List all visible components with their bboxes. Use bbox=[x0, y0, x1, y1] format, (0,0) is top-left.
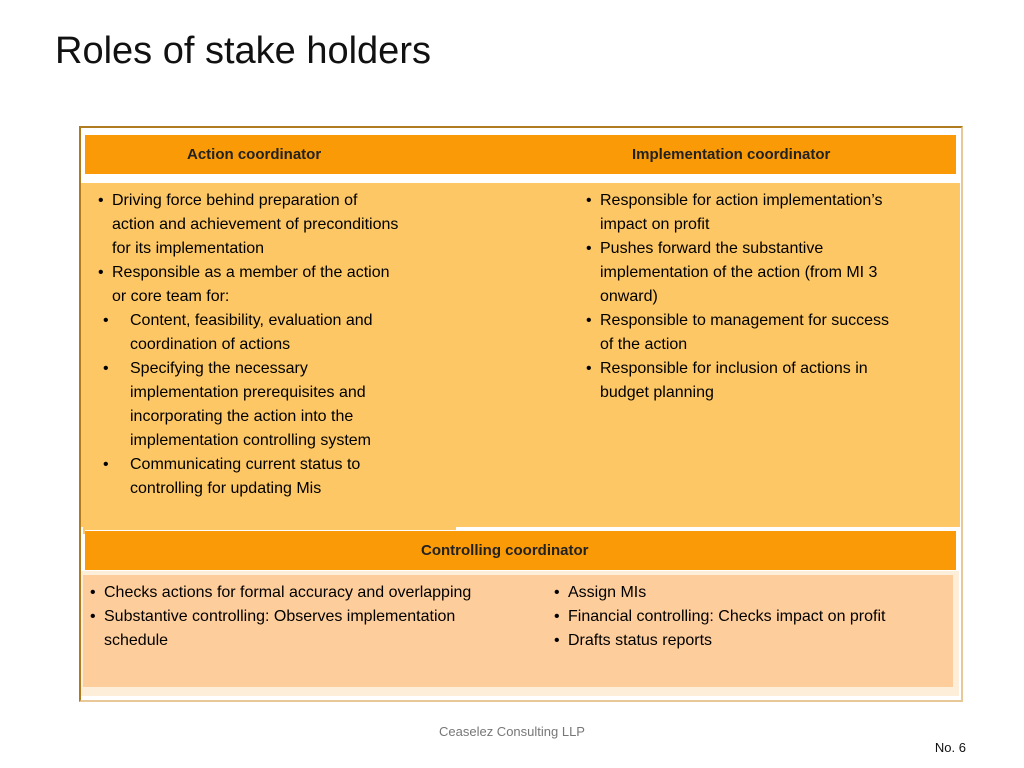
list-item-continuation: implementation of the action (from MI 3 bbox=[600, 264, 878, 281]
list-item: • Responsible to management for success bbox=[586, 309, 889, 333]
list-item: • Drafts status reports bbox=[554, 629, 885, 653]
list-item-continuation: budget planning bbox=[600, 384, 714, 401]
top-header-bar bbox=[85, 134, 956, 175]
list-item: • Assign MIs bbox=[554, 581, 885, 605]
list-item: • Responsible for action implementation’s bbox=[586, 189, 889, 213]
list-item: • Driving force behind preparation of bbox=[98, 189, 398, 213]
bottom-header-bar bbox=[85, 530, 956, 571]
sub-list-item-continuation: controlling for updating Mis bbox=[130, 480, 322, 497]
slide-title: Roles of stake holders bbox=[55, 30, 431, 72]
list-item-continuation: impact on profit bbox=[600, 216, 710, 233]
list-item-continuation: or core team for: bbox=[112, 288, 230, 305]
list-item-continuation: schedule bbox=[104, 632, 169, 649]
list-item: • Financial controlling: Checks impact on profit bbox=[554, 605, 885, 629]
list-item: • Pushes forward the substantive bbox=[586, 237, 889, 261]
controlling-coordinator-left-column bbox=[90, 581, 471, 653]
list-item: • Responsible as a member of the action bbox=[98, 261, 398, 285]
list-item-continuation: of the action bbox=[600, 336, 688, 353]
footer-company: Ceaselez Consulting LLP bbox=[439, 724, 585, 739]
implementation-coordinator-column bbox=[586, 189, 889, 405]
sub-list-item: • Communicating current status to bbox=[103, 453, 398, 477]
controlling-coordinator-right-column bbox=[554, 581, 885, 653]
sub-list-item-continuation: incorporating the action into the bbox=[130, 408, 354, 425]
list-item-continuation: action and achievement of preconditions bbox=[112, 216, 399, 233]
sub-list-item-continuation: coordination of actions bbox=[130, 336, 291, 353]
list-item: • Checks actions for formal accuracy and overlapping bbox=[90, 581, 471, 605]
action-coordinator-column bbox=[98, 189, 398, 501]
controlling-coordinator-heading: Controlling coordinator bbox=[421, 542, 589, 559]
list-item-continuation: for its implementation bbox=[112, 240, 265, 257]
list-item: • Substantive controlling: Observes implementation bbox=[90, 605, 471, 629]
page-number: No. 6 bbox=[934, 740, 966, 755]
sub-list-item: • Specifying the necessary bbox=[103, 357, 398, 381]
sub-list-item: • Content, feasibility, evaluation and bbox=[103, 309, 398, 333]
implementation-coordinator-heading: Implementation coordinator bbox=[632, 146, 831, 163]
action-coordinator-heading: Action coordinator bbox=[187, 146, 322, 163]
list-item-continuation: onward) bbox=[600, 288, 658, 305]
sub-list-item-continuation: implementation controlling system bbox=[130, 432, 371, 449]
list-item: • Responsible for inclusion of actions in bbox=[586, 357, 889, 381]
sub-list-item-continuation: implementation prerequisites and bbox=[130, 384, 366, 401]
